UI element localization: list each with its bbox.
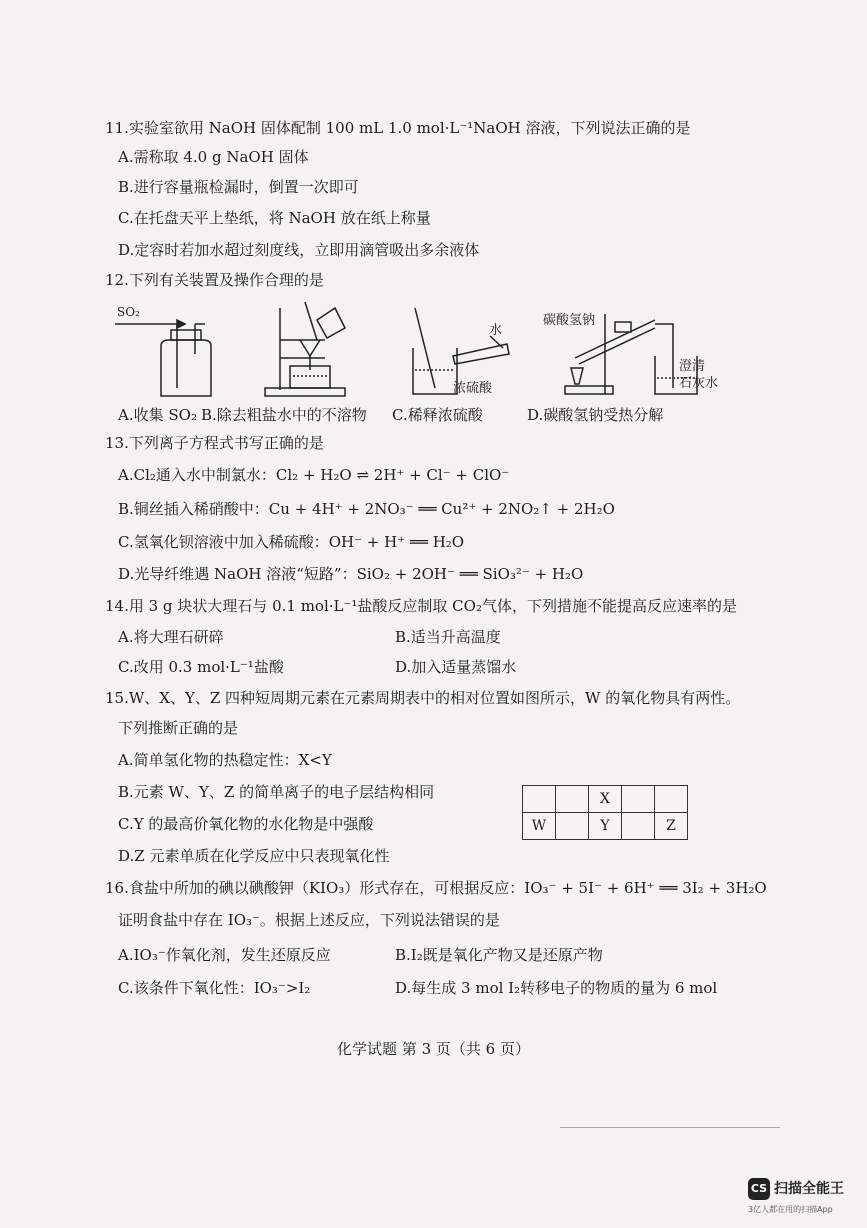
periodic-table-fragment xyxy=(522,785,688,840)
pt-cell-z: Z xyxy=(655,813,688,840)
question-11-option-b: B.进行容量瓶检漏时，倒置一次即可 xyxy=(118,178,359,196)
question-15-option-d: D.Z 元素单质在化学反应中只表现氧化性 xyxy=(118,847,390,865)
question-13-option-a: A.Cl₂通入水中制氯水：Cl₂ + H₂O ⇌ 2H⁺ + Cl⁻ + ClO⁻ xyxy=(118,466,510,484)
question-13-option-d: D.光导纤维遇 NaOH 溶液“短路”：SiO₂ + 2OH⁻ ══ SiO₃²⁻ + H₂O xyxy=(118,565,584,583)
question-13-option-b: B.铜丝插入稀硝酸中：Cu + 4H⁺ + 2NO₃⁻ ══ Cu²⁺ + 2NO₂↑ + 2H₂O xyxy=(118,500,615,518)
gas-collection-bottle-diagram xyxy=(115,320,211,396)
apparatus-diagrams xyxy=(95,298,735,403)
question-15-stem: 15.W、X、Y、Z 四种短周期元素在元素周期表中的相对位置如图所示，W 的氧化物具有两性。 xyxy=(105,689,741,707)
question-15-option-a: A.简单氢化物的热稳定性：X<Y xyxy=(118,751,332,769)
question-11-option-c: C.在托盘天平上垫纸，将 NaOH 放在纸上称量 xyxy=(118,209,431,227)
question-12-option-c: C.稀释浓硫酸 xyxy=(392,406,483,424)
pt-cell xyxy=(523,786,556,813)
divider xyxy=(560,1127,780,1128)
question-16-option-b: B.I₂既是氧化产物又是还原产物 xyxy=(395,946,603,964)
question-15-stem-continued: 下列推断正确的是 xyxy=(118,719,239,737)
question-15-option-b: B.元素 W、Y、Z 的简单离子的电子层结构相同 xyxy=(118,783,435,801)
page-footer: 化学试题 第 3 页（共 6 页） xyxy=(337,1040,530,1058)
question-11-stem: 11.实验室欲用 NaOH 固体配制 100 mL 1.0 mol·L⁻¹NaOH 溶液，下列说法正确的是 xyxy=(105,119,691,137)
question-12-option-d: D.碳酸氢钠受热分解 xyxy=(527,406,664,424)
question-11-option-a: A.需称取 4.0 g NaOH 固体 xyxy=(118,148,309,166)
pt-cell xyxy=(556,786,589,813)
conc-sulfuric-acid-label: 浓硫酸 xyxy=(453,381,493,396)
scanner-app-tagline: 3亿人都在用的扫描App xyxy=(748,1205,833,1214)
question-15-option-c: C.Y 的最高价氧化物的水化物是中强酸 xyxy=(118,815,374,833)
question-16-stem-continued: 证明食盐中存在 IO₃⁻。根据上述反应，下列说法错误的是 xyxy=(118,911,500,929)
question-13-stem: 13.下列离子方程式书写正确的是 xyxy=(105,434,324,452)
water-label: 水 xyxy=(489,323,503,338)
pt-cell xyxy=(622,786,655,813)
question-12-stem: 12.下列有关装置及操作合理的是 xyxy=(105,271,324,289)
question-12-option-b: B.除去粗盐水中的不溶物 xyxy=(201,406,367,424)
question-16-stem: 16.食盐中所加的碘以碘酸钾（KIO₃）形式存在，可根据反应：IO₃⁻ + 5I⁻ + 6H⁺ ══ 3I₂ + 3H₂O xyxy=(105,879,767,897)
question-11-option-d: D.定容时若加水超过刻度线，立即用滴管吸出多余液体 xyxy=(118,241,480,259)
filtration-setup-diagram xyxy=(265,302,345,396)
question-14-stem: 14.用 3 g 块状大理石与 0.1 mol·L⁻¹盐酸反应制取 CO₂气体，下列措施不能提高反应速率的是 xyxy=(105,597,737,615)
question-13-option-c: C.氢氧化钡溶液中加入稀硫酸：OH⁻ + H⁺ ══ H₂O xyxy=(118,533,465,551)
question-14-option-d: D.加入适量蒸馏水 xyxy=(395,658,517,676)
question-14-option-b: B.适当升高温度 xyxy=(395,628,501,646)
pt-cell-x: X xyxy=(589,786,622,813)
pt-cell xyxy=(556,813,589,840)
pt-cell xyxy=(655,786,688,813)
question-14-option-c: C.改用 0.3 mol·L⁻¹盐酸 xyxy=(118,658,284,676)
limewater-label-1: 澄清 xyxy=(679,359,706,374)
question-14-option-a: A.将大理石研碎 xyxy=(118,628,224,646)
pt-cell-w: W xyxy=(523,813,556,840)
so2-label: SO₂ xyxy=(117,305,140,319)
pt-cell xyxy=(622,813,655,840)
question-16-option-c: C.该条件下氧化性：IO₃⁻>I₂ xyxy=(118,979,311,997)
question-12-option-a: A.收集 SO₂ xyxy=(118,406,197,424)
limewater-label-2: 石灰水 xyxy=(679,376,719,391)
question-16-option-a: A.IO₃⁻作氧化剂，发生还原反应 xyxy=(118,946,331,964)
question-16-option-d: D.每生成 3 mol I₂转移电子的物质的量为 6 mol xyxy=(395,979,718,997)
scanner-app-badge xyxy=(748,1176,858,1218)
sodium-bicarbonate-label: 碳酸氢钠 xyxy=(543,313,596,328)
camscanner-logo-icon: CS xyxy=(748,1178,770,1200)
pt-cell-y: Y xyxy=(589,813,622,840)
scanner-app-name: 扫描全能王 xyxy=(774,1181,844,1197)
